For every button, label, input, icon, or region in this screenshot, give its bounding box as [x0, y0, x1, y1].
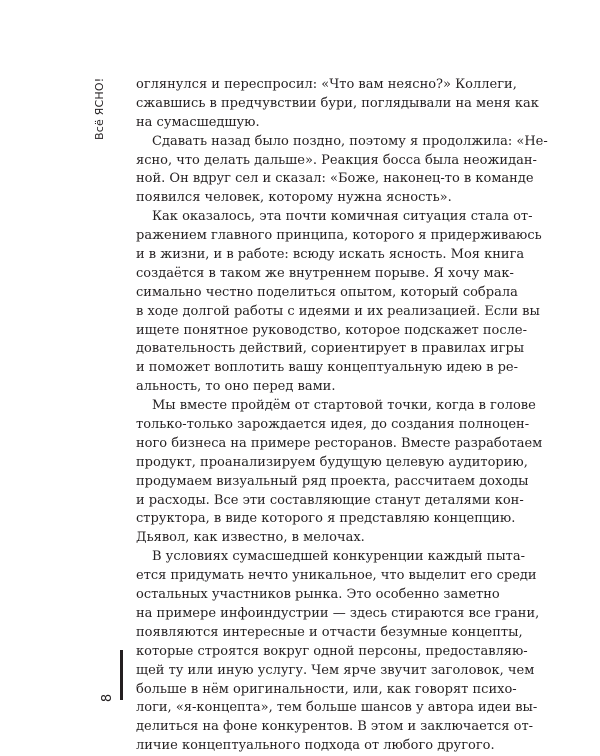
text-line: структора, в виде которого я представляю концепцию. [136, 511, 516, 527]
text-line: логи, «я-концепта», тем больше шансов у автора идеи вы- [136, 700, 538, 716]
text-line: в ходе долгой работы с идеями и их реализацией. Если вы [136, 303, 540, 319]
text-line: ищете понятное руководство, которое подскажет после- [136, 322, 527, 338]
text-line: появился человек, которому нужна ясность». [136, 190, 452, 206]
page-number: 8 [100, 693, 115, 703]
text-line: ного бизнеса на примере ресторанов. Вместе разработаем [136, 435, 543, 451]
body-text [136, 76, 548, 756]
text-line: В условиях сумасшедшей конкуренции каждый пыта- [152, 549, 526, 565]
text-line: остальных участников рынка. Это особенно заметно [136, 587, 500, 603]
text-line: появляются интересные и отчасти безумные концепты, [136, 624, 523, 640]
text-line: которые строятся вокруг одной персоны, предоставляю- [136, 643, 528, 659]
folio-bar [120, 650, 123, 700]
text-line: Дьявол, как известно, в мелочах. [136, 530, 365, 546]
text-line: сжавшись в предчувствии бури, поглядывали на меня как [136, 95, 539, 111]
text-line: на примере инфоиндустрии — здесь стираются все грани, [136, 605, 540, 621]
text-line: продукт, проанализируем будущую целевую аудиторию, [136, 454, 528, 470]
running-title: Всё ЯСНО! [93, 77, 106, 140]
paragraph-3 [136, 208, 542, 397]
paragraph-1 [136, 76, 539, 133]
text-line: делиться на фоне конкурентов. В этом и заключается от- [136, 719, 534, 735]
paragraph-2 [136, 133, 548, 209]
text-line: больше в нём оригинальности, или, как говорят психо- [136, 681, 517, 697]
text-line: Как оказалось, эта почти комичная ситуация стала от- [152, 209, 533, 225]
text-line: симально честно поделиться опытом, который собрала [136, 284, 518, 300]
text-line: только-только зарождается идея, до создания полноцен- [136, 417, 530, 433]
text-line: Сдавать назад было поздно, поэтому я продолжила: «Не- [152, 133, 548, 149]
text-line: и в жизни, и в работе: всюду искать ясность. Моя книга [136, 247, 525, 263]
text-line: ражением главного принципа, которого я придерживаюсь [136, 228, 542, 244]
text-line: и расходы. Все эти составляющие станут деталями кон- [136, 492, 524, 508]
text-line: ется придумать нечто уникальное, что выделит его среди [136, 568, 537, 584]
text-line: и поможет воплотить вашу концептуальную идею в ре- [136, 360, 518, 376]
text-line: довательность действий, сориентирует в правилах игры [136, 341, 525, 357]
text-line: продумаем визуальный ряд проекта, рассчитаем доходы [136, 473, 529, 489]
text-line: оглянулся и переспросил: «Что вам неясно?» Коллеги, [136, 77, 517, 92]
text-line: Мы вместе пройдём от стартовой точки, когда в голове [152, 398, 536, 414]
text-line: ной. Он вдруг сел и сказал: «Боже, наконец-то в команде [136, 171, 534, 187]
text-line: на сумасшедшую. [136, 114, 260, 130]
text-line: щей ту или иную услугу. Чем ярче звучит заголовок, чем [136, 662, 535, 678]
text-line: личие концептуального подхода от любого другого. [136, 738, 495, 754]
paragraph-5 [136, 548, 540, 756]
text-line: создаётся в таком же внутреннем порыве. Я хочу мак- [136, 265, 514, 281]
text-line: альность, то оно перед вами. [136, 379, 336, 395]
text-line: ясно, что делать дальше». Реакция босса была неожидан- [136, 152, 537, 168]
paragraph-4 [136, 397, 543, 548]
